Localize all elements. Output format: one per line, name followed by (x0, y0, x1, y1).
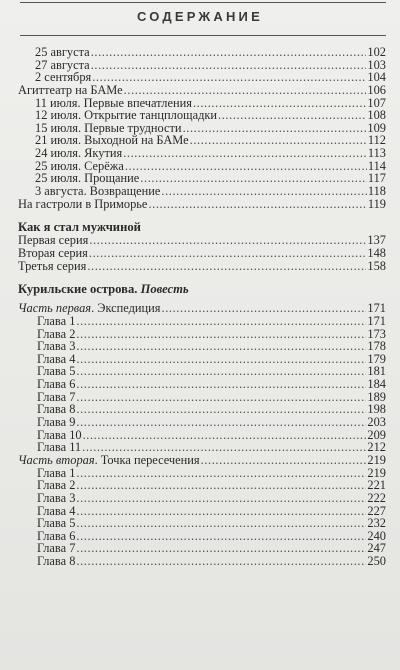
entry-label: Глава 7 (37, 389, 76, 404)
section-title-kuril (18, 283, 386, 296)
section-title-kuril-main: Курильские острова. (18, 282, 138, 297)
leader-dots (125, 160, 367, 173)
entry-label: 25 августа (35, 45, 90, 59)
toc-section-man (18, 234, 386, 272)
page-number: 219 (367, 465, 386, 480)
toc-entry[interactable] (18, 517, 386, 530)
toc-entry[interactable] (18, 492, 386, 505)
page-number: 232 (367, 516, 386, 531)
leader-dots (91, 59, 367, 72)
leader-dots (76, 403, 366, 416)
section-title-kuril-genre: Повесть (140, 282, 189, 297)
entry-label: Глава 11 (37, 440, 82, 455)
entry-label: 2 сентября (35, 70, 92, 85)
toc-entry[interactable] (18, 109, 386, 122)
leader-dots (76, 340, 366, 353)
entry-label: 24 июля. Якутия (35, 146, 123, 161)
leader-dots (76, 378, 366, 391)
part-label-italic: Часть первая (18, 301, 92, 316)
entry-label: 12 июля. Открытие танцплощадки (35, 108, 218, 123)
leader-dots (162, 302, 367, 315)
toc-part-heading[interactable] (18, 302, 386, 315)
page-number: 118 (367, 184, 386, 199)
toc-entry[interactable] (18, 84, 386, 97)
page-number: 171 (367, 301, 386, 316)
page-number: 221 (367, 478, 386, 493)
entry-label: Глава 1 (37, 465, 76, 480)
page-number: 209 (367, 427, 386, 442)
toc-entry[interactable] (18, 479, 386, 492)
page-number: 114 (367, 158, 386, 173)
entry-label: Первая серия (18, 233, 89, 248)
part-label-rest: . Точка пересечения (94, 452, 200, 467)
page-number: 104 (367, 70, 386, 85)
leader-dots (201, 454, 367, 467)
entry-label: На гастроли в Приморье (18, 196, 148, 211)
page-number: 250 (367, 554, 386, 569)
page-number: 219 (367, 452, 386, 467)
toc-entry[interactable] (18, 340, 386, 353)
toc-entry[interactable] (18, 198, 386, 211)
table-of-contents (18, 46, 386, 568)
entry-label: Глава 6 (37, 377, 76, 392)
page-number: 137 (367, 233, 386, 248)
entry-label: 25 июля. Серёжа (35, 158, 124, 173)
entry-label: 15 июля. Первые трудности (35, 120, 182, 135)
toc-part-heading[interactable] (18, 454, 386, 467)
entry-label: Вторая серия (18, 245, 88, 260)
leader-dots (161, 185, 366, 198)
toc-section-theatre (18, 46, 386, 210)
leader-dots (76, 492, 366, 505)
leader-dots (76, 315, 366, 328)
page-number: 189 (367, 389, 386, 404)
page-number: 103 (367, 57, 386, 72)
leader-dots (76, 517, 366, 530)
entry-label: 21 июля. Выходной на БАМе (35, 133, 189, 148)
page-number: 178 (367, 339, 386, 354)
page-number: 247 (367, 541, 386, 556)
page-number: 112 (367, 133, 386, 148)
entry-label: Третья серия (18, 258, 87, 273)
leader-dots (76, 467, 366, 480)
entry-label: Глава 2 (37, 478, 76, 493)
header-top-rule (20, 2, 386, 3)
page-number: 107 (367, 95, 386, 110)
page-number: 212 (367, 440, 386, 455)
entry-label: Глава 7 (37, 541, 76, 556)
leader-dots (89, 247, 367, 260)
entry-label: Глава 5 (37, 364, 76, 379)
leader-dots (183, 122, 367, 135)
page-number: 158 (367, 258, 386, 273)
entry-label: Агиттеатр на БАМе (18, 82, 123, 97)
entry-label: Глава 9 (37, 415, 76, 430)
leader-dots (124, 84, 367, 97)
section-title-man: Как я стал мужчиной (18, 220, 141, 235)
page-title: СОДЕРЖАНИЕ (137, 9, 263, 24)
leader-dots (76, 542, 366, 555)
entry-label: Глава 6 (37, 528, 76, 543)
toc-entry[interactable] (18, 416, 386, 429)
toc-entry[interactable] (18, 46, 386, 59)
entry-label: Глава 3 (37, 490, 76, 505)
leader-dots (76, 328, 366, 341)
leader-dots (92, 71, 366, 84)
toc-entry[interactable] (18, 378, 386, 391)
entry-label: 3 августа. Возвращение (35, 184, 161, 199)
entry-label: 27 августа (35, 57, 90, 72)
part-label-rest: . Экспедиция (91, 301, 161, 316)
leader-dots (76, 555, 366, 568)
page-number: 203 (367, 415, 386, 430)
entry-label: Глава 2 (37, 326, 76, 341)
leader-dots (83, 429, 367, 442)
entry-label: Глава 3 (37, 339, 76, 354)
page-number: 119 (367, 196, 386, 211)
leader-dots (76, 479, 366, 492)
page-number: 181 (367, 364, 386, 379)
toc-entry[interactable] (18, 260, 386, 273)
leader-dots (123, 147, 367, 160)
leader-dots (190, 134, 367, 147)
entry-label: 11 июля. Первые впечатления (35, 95, 192, 110)
leader-dots (76, 353, 366, 366)
page-number: 227 (367, 503, 386, 518)
header-bottom-rule (20, 35, 386, 36)
page-number: 117 (367, 171, 386, 186)
leader-dots (148, 198, 366, 211)
part-label (18, 302, 161, 315)
page-number: 179 (367, 351, 386, 366)
leader-dots (76, 391, 366, 404)
toc-chapters-part1 (18, 315, 386, 454)
part-label-italic: Часть вторая (18, 452, 95, 467)
page-number: 222 (367, 490, 386, 505)
leader-dots (140, 172, 367, 185)
entry-label: Глава 4 (37, 351, 76, 366)
entry-label: Глава 5 (37, 516, 76, 531)
page-number: 240 (367, 528, 386, 543)
page-number: 113 (367, 146, 386, 161)
page-number: 198 (367, 402, 386, 417)
entry-label: 25 июля. Прощание (35, 171, 140, 186)
entry-label: Глава 8 (37, 402, 76, 417)
page-number: 184 (367, 377, 386, 392)
leader-dots (193, 97, 366, 110)
leader-dots (89, 234, 366, 247)
toc-entry[interactable] (18, 555, 386, 568)
page-number: 108 (367, 108, 386, 123)
page-number: 148 (367, 245, 386, 260)
leader-dots (76, 505, 366, 518)
leader-dots (218, 109, 366, 122)
toc-chapters-part2 (18, 467, 386, 568)
toc-entry[interactable] (18, 147, 386, 160)
toc-entry[interactable] (18, 247, 386, 260)
entry-label: Глава 8 (37, 554, 76, 569)
leader-dots (91, 46, 367, 59)
page-number: 109 (367, 120, 386, 135)
entry-label: Глава 1 (37, 313, 76, 328)
leader-dots (87, 260, 366, 273)
toc-entry[interactable] (18, 315, 386, 328)
page-number: 106 (367, 82, 386, 97)
page-number: 173 (367, 326, 386, 341)
leader-dots (76, 365, 366, 378)
page-number: 102 (367, 45, 386, 59)
entry-label: Глава 4 (37, 503, 76, 518)
entry-label: Глава 10 (37, 427, 82, 442)
leader-dots (76, 530, 366, 543)
leader-dots (76, 416, 366, 429)
toc-entry[interactable] (18, 185, 386, 198)
part-label (18, 454, 200, 467)
page-number: 171 (367, 313, 386, 328)
